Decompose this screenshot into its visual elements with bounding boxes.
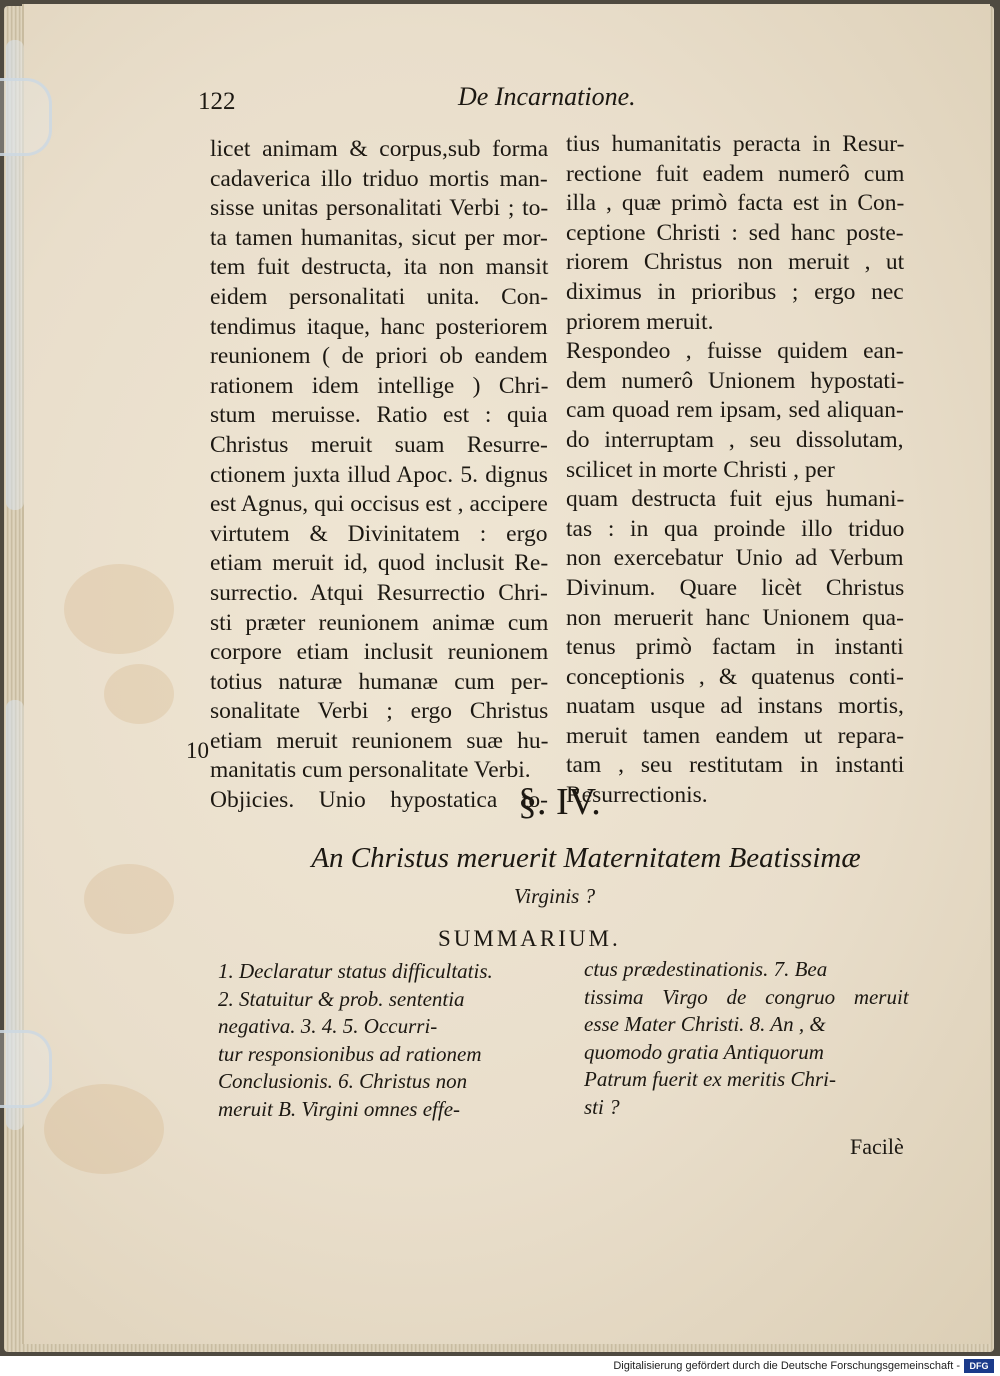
- text-line: negativa. 3. 4. 5. Occurri-: [218, 1014, 438, 1038]
- text-line: sonalitate Verbi ; ergo Christus: [210, 698, 549, 725]
- text-line: ceptione Christi : sed hanc poste-: [566, 219, 904, 246]
- text-line: licet animam & corpus,sub forma: [210, 136, 549, 162]
- text-line: tius humanitatis peracta in Resur-: [566, 131, 905, 157]
- text-line: 1. Declaratur status difficultatis.: [218, 959, 493, 983]
- text-line: surrectio. Atqui Resurrectio Chri-: [210, 579, 548, 606]
- text-line: 2. Statuitur & prob. sententia: [218, 986, 465, 1011]
- summarium-heading: SUMMARIUM.: [438, 926, 621, 951]
- paper-stain: [44, 1084, 164, 1174]
- text-line: tam , seu restitutam in instanti: [566, 752, 905, 779]
- section-title: An Christus meruerit Maternitatem Beatissimæ: [311, 842, 861, 874]
- text-line: Conclusionis. 6. Christus non: [218, 1069, 468, 1093]
- text-line: etiam meruit reunionem suæ hu-: [210, 727, 549, 754]
- text-line: cadaverica illo triduo mortis man-: [210, 165, 548, 192]
- text-line: non meruerit hanc Unionem qua-: [566, 604, 904, 631]
- text-line: diximus in prioribus ; ergo nec: [566, 278, 904, 305]
- text-line: corpore etiam inclusit reunionem: [210, 639, 549, 666]
- text-line: meruit B. Virgini omnes effe-: [218, 1096, 461, 1121]
- text-line: riorem Christus non meruit , ut: [566, 249, 905, 276]
- text-line: est Agnus, qui occisus est , accipere: [210, 491, 548, 518]
- text-line: illa , quæ primò facta est in Con-: [566, 190, 905, 217]
- text-line: do interruptam , seu dissolutam,: [566, 426, 904, 453]
- running-head: De Incarnatione.: [458, 82, 636, 111]
- paper-stain: [84, 864, 174, 934]
- text-line: nuatam usque ad instans mortis,: [566, 693, 904, 720]
- dfg-logo: DFG: [964, 1359, 994, 1373]
- paper-stain: [104, 664, 174, 724]
- text-line: eidem personalitati unita. Con-: [210, 283, 549, 310]
- text-line: meruit tamen eandem ut repara-: [566, 722, 905, 749]
- right-text-column: [566, 130, 904, 811]
- text-line: quomodo gratia Antiquorum: [584, 1039, 824, 1064]
- text-line: tur responsionibus ad rationem: [218, 1041, 482, 1066]
- text-line: non exercebatur Unio ad Verbum: [566, 545, 904, 572]
- left-text-column: [210, 135, 548, 816]
- footer-credit: Digitalisierung gefördert durch die Deutsche Forschungsgemeinschaft -: [613, 1360, 960, 1372]
- text-line: quam destructa fuit ejus humani-: [566, 486, 905, 513]
- text-line: ta tamen humanitas, sicut per mor-: [210, 224, 548, 251]
- text-line: Divinum. Quare licèt Christus: [566, 574, 905, 601]
- text-line: Patrum fuerit ex meritis Chri-: [584, 1067, 836, 1091]
- text-line: priorem meruit.: [566, 308, 714, 335]
- text-line: conceptionis , & quatenus conti-: [566, 663, 904, 690]
- text-line: manitatis cum personalitate Verbi.: [210, 757, 531, 784]
- text-line: sti ?: [584, 1094, 620, 1119]
- summary-right-column: [584, 956, 909, 1121]
- text-line: esse Mater Christi. 8. An , &: [584, 1012, 826, 1036]
- binding-clip: [0, 78, 52, 156]
- text-line: sisse unitas personalitati Verbi ; to-: [210, 195, 549, 222]
- text-line: stum meruisse. Ratio est : quia: [210, 402, 548, 429]
- text-line: cam quoad rem ipsam, sed aliquan-: [566, 397, 904, 424]
- section-mark: §. IV.: [518, 781, 601, 823]
- text-line: reunionem ( de priori ob eandem: [210, 343, 548, 370]
- text-line: rationem idem intellige ) Chri-: [210, 372, 549, 399]
- text-line: tem fuit destructa, ita non mansit: [210, 254, 549, 281]
- text-line: virtutem & Divinitatem : ergo: [210, 520, 548, 547]
- text-line: dem numerô Unionem hypostati-: [566, 367, 905, 394]
- text-line: rectione fuit eadem numerô cum: [566, 160, 905, 187]
- text-line: ctionem juxta illud Apoc. 5. dignus: [210, 461, 548, 488]
- page-number: 122: [198, 88, 236, 115]
- text-line: Christus meruit suam Resurre-: [210, 431, 548, 458]
- text-line: tissima Virgo de congruo meruit: [584, 984, 909, 1009]
- text-line: tendimus itaque, hanc posteriorem: [210, 313, 548, 340]
- text-line: Resurrectionis.: [566, 782, 708, 809]
- text-line: sti præter reunionem animæ cum: [210, 609, 549, 636]
- text-line: etiam meruit id, quod inclusit Re-: [210, 550, 549, 577]
- paper-stain: [64, 564, 174, 654]
- text-line: Respondeo , fuisse quidem ean-: [566, 338, 904, 365]
- section-title-continued: Virginis ?: [514, 884, 596, 908]
- margin-paragraph-number: 10: [186, 738, 209, 763]
- catchword: Facilè: [850, 1134, 904, 1159]
- text-line: totius naturæ humanæ cum per-: [210, 668, 549, 695]
- digitization-footer: [0, 1356, 1000, 1376]
- text-line: Objicies. Unio hypostatica to-: [210, 787, 548, 814]
- text-line: tenus primò factam in instanti: [566, 634, 904, 661]
- text-line: ctus prædestinationis. 7. Bea: [584, 957, 828, 981]
- text-line: scilicet in morte Christi , per: [566, 456, 835, 483]
- text-line: tas : in qua proinde illo triduo: [566, 515, 905, 542]
- binding-clip: [0, 1030, 52, 1108]
- summary-left-column: [218, 958, 548, 1123]
